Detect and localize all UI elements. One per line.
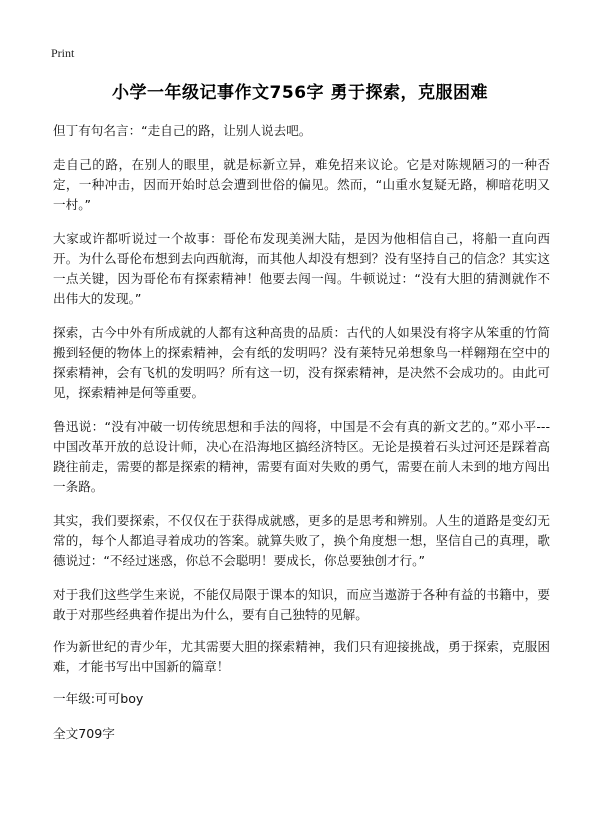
word-count: 全文709字 [53, 726, 115, 741]
paragraph: 其实，我们要探索，不仅仅在于获得成就感，更多的是思考和辨别。人生的道路是变幻无常的，每个人都追寻着成功的答案。就算失败了，换个角度想一想，坚信自己的真理，歌德说过：“不经过迷惑，你总不会聪明！要成长，你总要独创才行。” [53, 513, 550, 568]
paragraph: 大家或许都听说过一个故事：哥伦布发现美洲大陆，是因为他相信自己，将船一直向西开。为什么哥伦布想到去向西航海，而其他人却没有想到？没有坚持自己的信念？其实这一点关键，因为哥伦布有探索精神！他要去闯一闯。牛顿说过：“没有大胆的猜测就作不出伟大的发现。” [53, 231, 550, 306]
paragraph: 鲁迅说：“没有冲破一切传统思想和手法的闯将，中国是不会有真的新文艺的。”邓小平---中国改革开放的总设计师，决心在沿海地区搞经济特区。无论是摸着石头过河还是踩着高跷往前走，需要的都是探索的精神，需要有面对失败的勇气，需要在前人未到的地方闯出一条路。 [53, 419, 550, 494]
paragraph-quote: 但丁有句名言：“走自己的路，让别人说去吧。 [53, 123, 312, 138]
page-title: 小学一年级记事作文756字 勇于探索，克服困难 [112, 83, 488, 103]
paragraph: 作为新世纪的青少年，尤其需要大胆的探索精神，我们只有迎接挑战，勇于探索，克服困难，才能书写出中国新的篇章！ [53, 639, 550, 674]
paragraph: 对于我们这些学生来说，不能仅局限于课本的知识，而应当遨游于各种有益的书籍中，要敢于对那些经典着作提出为什么，要有自己独特的见解。 [53, 587, 550, 622]
author-line: 一年级:可可boy [53, 691, 144, 706]
article-body [53, 121, 550, 759]
print-link[interactable]: Print [51, 46, 75, 60]
paragraph: 探索，古今中外有所成就的人都有这种高贵的品质：古代的人如果没有将字从笨重的竹简搬到轻便的物体上的探索精神，会有纸的发明吗？没有莱特兄弟想象鸟一样翱翔在空中的探索精神，会有飞机的发明吗？所有这一切，没有探索精神，是决然不会成功的。由此可见，探索精神是何等重要。 [53, 325, 550, 400]
paragraph: 走自己的路，在别人的眼里，就是标新立异，难免招来议论。它是对陈规陋习的一种否定，一种冲击，因而开始时总会遭到世俗的偏见。然而，“山重水复疑无路，柳暗花明又一村。” [53, 157, 550, 212]
